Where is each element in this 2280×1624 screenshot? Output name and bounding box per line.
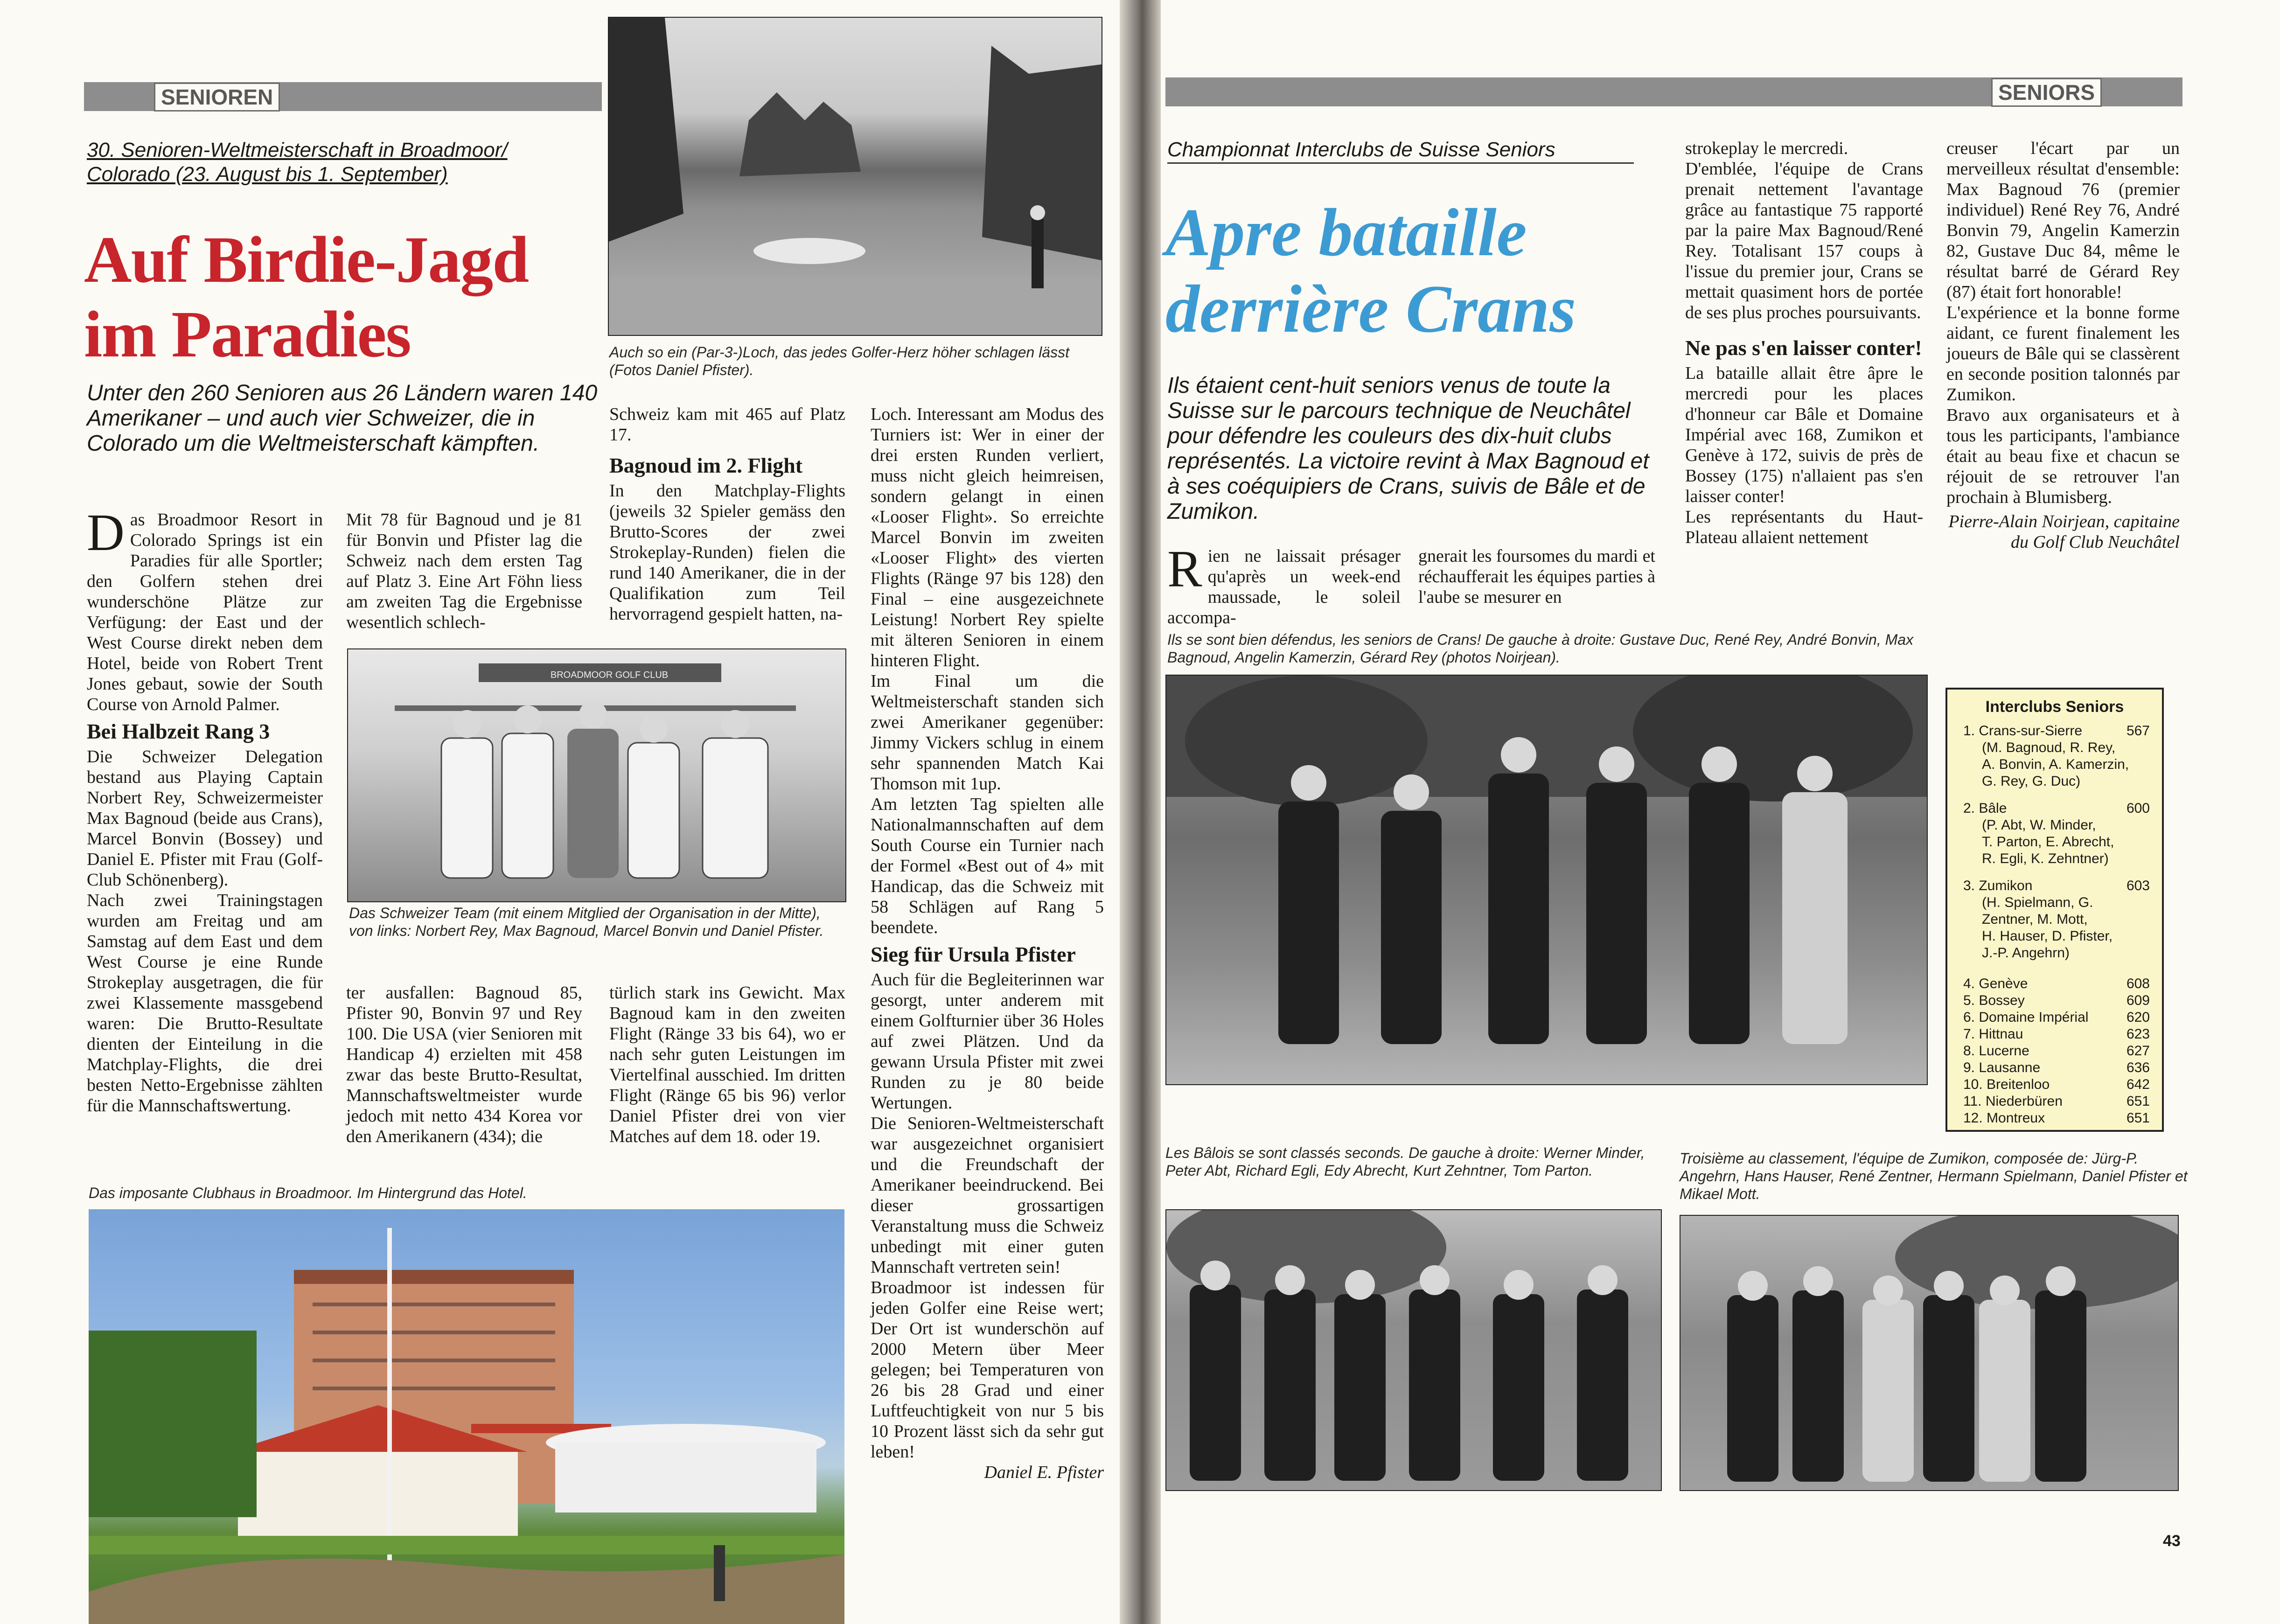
club-score: 600 bbox=[2126, 801, 2150, 816]
team-members: (H. Spielmann, G. bbox=[1982, 895, 2093, 910]
left-column-3-bottom: türlich stark ins Gewicht. Max Bagnoud kam in den zweiten Flight (Ränge 33 bis 64), wo er nach sehr guten Leistungen im Viertelfinal ausschied. Im dritten Flight (Ränge 65 bis 96) verlor Daniel Pfister drei von vier Matches auf dem 18. oder 19. bbox=[609, 983, 845, 1146]
club-rank: 8. Lucerne bbox=[1963, 1043, 2029, 1059]
team-members: Zentner, M. Mott, bbox=[1982, 912, 2088, 927]
club-score: 651 bbox=[2126, 1110, 2150, 1126]
club-score: 609 bbox=[2126, 993, 2150, 1008]
results-table bbox=[1945, 688, 2164, 1132]
club-score: 623 bbox=[2126, 1026, 2150, 1042]
table-row bbox=[1963, 1093, 2150, 1110]
main-photo-caption: Ils se sont bien défendus, les seniors de Crans! De gauche à droite: Gustave Duc, René Rey, André Bonvin, Max Bagnoud, Angelin Kamerzin, Gérard Rey (photos Noirjean). bbox=[1167, 631, 1914, 666]
team-members: R. Egli, K. Zehntner) bbox=[1982, 851, 2109, 866]
clubhouse-illustration bbox=[89, 1209, 844, 1624]
team-members: (M. Bagnoud, R. Rey, bbox=[1982, 740, 2116, 755]
club-rank: 6. Domaine Impérial bbox=[1963, 1010, 2089, 1025]
col4-paragraph-4: Auch für die Begleiterinnen war gesorgt, unter anderem mit einem Golfturnier über 36 Holes auf zwei Plätzen. Und da gewann Ursula Pfister mit zwei Runden zu je 80 beide Wertungen. bbox=[871, 970, 1104, 1113]
club-rank: 7. Hittnau bbox=[1963, 1026, 2023, 1042]
team-members: H. Hauser, D. Pfister, bbox=[1982, 928, 2113, 944]
club-rank: 12. Montreux bbox=[1963, 1110, 2045, 1126]
club-score: 620 bbox=[2126, 1010, 2150, 1025]
left-column-4 bbox=[871, 404, 1104, 1483]
zumikon-team-illustration bbox=[1680, 1216, 2178, 1490]
dropcap: R bbox=[1167, 540, 1202, 598]
clubhouse-sign: BROADMOOR GOLF CLUB bbox=[550, 670, 669, 680]
club-rank: 5. Bossey bbox=[1963, 993, 2025, 1008]
col4-paragraph-2: L'expérience et la bonne forme aidant, ce furent finalement les joueurs de Bâle qui se classèrent en seconde position talonnés par Zumikon. bbox=[1946, 303, 2180, 404]
col4-paragraph-1: creuser l'écart par un merveilleux résultat d'ensemble: Max Bagnoud 76 (premier individuel) René Rey 76, André Bonvin 79, Angelin Kamerzin 82, Gustave Duc 84, même le résultat barré de Gérard Rey (87) était fort honorable! bbox=[1946, 139, 2180, 302]
col1-paragraph-3: Nach zwei Trainingstagen wurden am Freitag und am Samstag auf dem East und dem West Course je eine Runde Strokeplay ausgetragen, die für zwei Klassemente massgebend waren: Die Brutto-Resultate dienten der Einteilung in die Matchplay-Flights, die drei besten Netto-Ergebnisse zählten für die Mannschaftswertung. bbox=[87, 891, 323, 1115]
col3-paragraph-1: strokeplay le mercredi. bbox=[1685, 139, 1848, 158]
col3-top: Schweiz kam mit 465 auf Platz 17. bbox=[609, 404, 845, 445]
club-score: 651 bbox=[2126, 1094, 2150, 1109]
col3-paragraph-3: La bataille allait être âpre le mercredi pour les places d'honneur car Bâle et Domaine Impérial avec 168, Zumikon et Genève à 172, suivis de près de Bossey (175) n'allaient pas s'en laisser conter! bbox=[1685, 363, 1923, 506]
col1-paragraph-2: Die Schweizer Delegation bestand aus Playing Captain Norbert Rey, Schweizermeister Max Bagnoud (beide aus Crans), Marcel Bonvin (Bossey) und Daniel E. Pfister mit Frau (Golf-Club Schönenberg). bbox=[87, 747, 323, 890]
golf-course-photo bbox=[608, 17, 1102, 336]
col1-paragraph-1: as Broadmoor Resort in Colorado Springs ist ein Paradies für alle Sportler; den Golfern stehen drei wunderschöne Plätze zur Verfügung: der East und der West Course direkt neben dem Hotel, beide von Robert Trent Jones gebaut, sowie der South Course von Arnold Palmer. bbox=[87, 510, 323, 714]
col4-paragraph-3: Am letzten Tag spielten alle Nationalmannschaften auf dem South Course ein Turnier nach der Formel «Best out of 4» mit Handicap, das die Schweiz mit 58 Schlägen auf Rang 5 beendete. bbox=[871, 795, 1104, 937]
table-row bbox=[1963, 1110, 2150, 1127]
basel-photo-caption: Les Bâlois se sont classés seconds. De gauche à droite: Werner Minder, Peter Abt, Richard Egli, Edy Abrecht, Kurt Zehntner, Tom Parton. bbox=[1165, 1144, 1645, 1179]
left-page bbox=[0, 0, 1120, 1624]
table-row bbox=[1963, 992, 2150, 1009]
table-row bbox=[1963, 976, 2150, 992]
clubhouse-caption: Das imposante Clubhaus in Broadmoor. Im Hintergrund das Hotel. bbox=[89, 1185, 527, 1201]
club-score: 636 bbox=[2126, 1060, 2150, 1075]
table-row bbox=[1963, 878, 2150, 894]
swiss-team-photo bbox=[347, 648, 846, 902]
table-row bbox=[1963, 723, 2150, 739]
kicker: Championnat Interclubs de Suisse Seniors bbox=[1167, 138, 1634, 164]
subhead-ne-pas: Ne pas s'en laisser conter! bbox=[1685, 336, 1922, 360]
headline: Auf Birdie-Jagd im Paradies bbox=[84, 223, 529, 371]
left-column-1 bbox=[87, 504, 323, 1116]
col4-paragraph-5: Die Senioren-Weltmeisterschaft war ausgezeichnet organisiert und die Freundschaft der Amerikaner beeindruckend. Bei dieser grossartigen Veranstaltung muss die Schweiz unbedingt mit einer guten Mannschaft vertreten sein! bbox=[871, 1114, 1104, 1277]
team-members: G. Rey, G. Duc) bbox=[1982, 774, 2081, 789]
col4-paragraph-1: Loch. Interessant am Modus des Turniers ist: Wer in einer der drei ersten Runden verliert, muss nicht gleich heimreisen, sondern gelangt in einen «Looser Flight». So erreichte Marcel Bonvin im zweiten «Looser Flight» des vierten Flights (Ränge 97 bis 128) den Final – eine ausgezeichnete Leistung! Norbert Rey spielte mit älteren Senioren in einem hinteren Flight. bbox=[871, 404, 1104, 670]
section-bar bbox=[1165, 77, 2182, 106]
table-row bbox=[1963, 1026, 2150, 1043]
subhead-bagnoud: Bagnoud im 2. Flight bbox=[609, 453, 803, 477]
headline: Apre bataille derrière Crans bbox=[1165, 195, 1576, 347]
lead: Unter den 260 Senioren aus 26 Ländern waren 140 Amerikaner – und auch vier Schweizer, die in Colorado um die Weltmeisterschaft kämpften. bbox=[87, 381, 598, 456]
kicker: 30. Senioren-Weltmeisterschaft in Broadmoor/ Colorado (23. August bis 1. September) bbox=[87, 139, 508, 186]
table-row bbox=[1963, 1009, 2150, 1026]
club-rank: 11. Niederbüren bbox=[1963, 1094, 2063, 1109]
left-column-2-top: Mit 78 für Bagnoud und je 81 für Bonvin und Pfister lag die Schweiz nach dem ersten Tag auf Platz 3. Eine Art Föhn liess am zweiten Tag die Ergebnisse wesentlich schlech- bbox=[346, 510, 582, 632]
lead: Ils étaient cent-huit seniors venus de toute la Suisse sur le parcours technique de Neuchâtel pour défendre les couleurs des dix-huit clubs représentés. La victoire revint à Max Bagnoud et à ses coéquipiers de Crans, suivis de Bâle et de Zumikon. bbox=[1167, 373, 1649, 524]
col4-paragraph-6: Broadmoor ist indessen für jeden Golfer eine Reise wert; Der Ort ist wunderschön auf 2000 Metern über Meer gelegen; bei Temperaturen von 26 bis 28 Grad und einer Luftfeuchtigkeit von nur 5 bis 10 Prozent lässt sich da sehr gut leben! bbox=[871, 1278, 1104, 1462]
crans-team-illustration bbox=[1166, 676, 1927, 1084]
team-members: T. Parton, E. Abrecht, bbox=[1982, 834, 2114, 850]
signature: Pierre-Alain Noirjean, capitaine du Golf Club Neuchâtel bbox=[1948, 512, 2180, 552]
club-rank: 4. Genève bbox=[1963, 976, 2028, 991]
club-rank: 2. Bâle bbox=[1963, 801, 2007, 816]
subhead-halbzeit: Bei Halbzeit Rang 3 bbox=[87, 719, 270, 743]
right-column-2: gnerait les foursomes du mardi et réchaufferait les équipes parties à l'aube se mesurer en bbox=[1418, 546, 1655, 607]
book-gutter bbox=[1120, 0, 1161, 1624]
club-score: 567 bbox=[2126, 723, 2150, 739]
golf-course-illustration bbox=[609, 18, 1102, 335]
page-number: 43 bbox=[2163, 1532, 2181, 1550]
club-rank: 1. Crans-sur-Sierre bbox=[1963, 723, 2083, 739]
signature: Daniel E. Pfister bbox=[984, 1463, 1104, 1482]
table-row bbox=[1963, 1043, 2150, 1059]
basel-team-illustration bbox=[1166, 1210, 1661, 1490]
section-label: SENIORS bbox=[1991, 78, 2102, 107]
section-label: SENIOREN bbox=[154, 83, 280, 112]
crans-team-photo bbox=[1165, 675, 1928, 1085]
team-members: J.-P. Angehrn) bbox=[1982, 945, 2070, 961]
col3-paragraph: In den Matchplay-Flights (jeweils 32 Spieler gemäss den Brutto-Scores der zwei Strokeplay-Runden) fielen die rund 140 Amerikaner, die in der Qualifikation zum Teil hervorragend gespielt hatten, na- bbox=[609, 481, 845, 624]
table-row bbox=[1963, 1076, 2150, 1093]
section-bar bbox=[84, 82, 602, 111]
table-title: Interclubs Seniors bbox=[1985, 698, 2124, 716]
table-row bbox=[1963, 800, 2150, 817]
table-rows bbox=[1947, 716, 2162, 1127]
team-photo-caption: Das Schweizer Team (mit einem Mitglied der Organisation in der Mitte), von links: Norbert Rey, Max Bagnoud, Marcel Bonvin und Daniel Pfister. bbox=[349, 905, 824, 939]
right-page bbox=[1161, 0, 2280, 1624]
table-row bbox=[1963, 1059, 2150, 1076]
top-photo-caption: Auch so ein (Par-3-)Loch, das jedes Golfer-Herz höher schlagen lässt (Fotos Daniel Pfister). bbox=[609, 344, 1069, 378]
col3-paragraph-4: Les représentants du Haut-Plateau allaient nettement bbox=[1685, 507, 1923, 547]
right-column-1 bbox=[1167, 540, 1401, 628]
left-column-3 bbox=[609, 404, 845, 624]
dropcap: D bbox=[87, 504, 125, 562]
clubhouse-photo bbox=[89, 1209, 844, 1624]
team-members: A. Bonvin, A. Kamerzin, bbox=[1982, 757, 2129, 772]
col1-text: ien ne laissait présager qu'après un week-end maussade, le soleil accompa- bbox=[1167, 546, 1401, 627]
zumikon-team-photo bbox=[1680, 1215, 2179, 1491]
col4-paragraph-3: Bravo aux organisateurs et à tous les participants, l'ambiance était au beau fixe et chacun se réjouit de se retrouver l'an prochain à Blumisberg. bbox=[1946, 405, 2180, 507]
zumikon-photo-caption: Troisième au classement, l'équipe de Zumikon, composée de: Jürg-P. Angehrn, Hans Hauser, René Zentner, Hermann Spielmann, Daniel Pfister et Mikael Mott. bbox=[1680, 1150, 2188, 1202]
team-illustration bbox=[348, 649, 845, 901]
left-column-2-bottom: ter ausfallen: Bagnoud 85, Pfister 90, Bonvin 97 und Rey 100. Die USA (vier Senioren mit Handicap 4) erzielten mit 458 zwar das beste Brutto-Resultat, Mannschaftsweltmeister wurde jedoch mit netto 434 Korea vor den Amerikanern (434); die bbox=[346, 983, 582, 1146]
col3-paragraph-2: D'emblée, l'équipe de Crans prenait nettement l'avantage grâce au fantastique 75 rapporté par la paire Max Bagnoud/René Rey. Totalisant 157 coups à l'issue du premier jour, Crans se mettait quasiment hors de portée de ses plus proches poursuivants. bbox=[1685, 159, 1923, 322]
subhead-ursula: Sieg für Ursula Pfister bbox=[871, 942, 1076, 966]
club-score: 608 bbox=[2126, 976, 2150, 991]
club-score: 603 bbox=[2126, 878, 2150, 893]
club-score: 627 bbox=[2126, 1043, 2150, 1059]
team-members: (P. Abt, W. Minder, bbox=[1982, 817, 2096, 833]
right-column-4 bbox=[1946, 138, 2180, 552]
basel-team-photo bbox=[1165, 1209, 1662, 1491]
right-column-3 bbox=[1685, 138, 1923, 548]
club-score: 642 bbox=[2126, 1077, 2150, 1092]
club-rank: 3. Zumikon bbox=[1963, 878, 2033, 893]
club-rank: 10. Breitenloo bbox=[1963, 1077, 2050, 1092]
col4-paragraph-2: Im Final um die Weltmeisterschaft standen sich zwei Amerikaner gegenüber: Jimmy Vickers schlug in einem sehr spannenden Match Kai Thomson mit 1up. bbox=[871, 671, 1104, 794]
club-rank: 9. Lausanne bbox=[1963, 1060, 2041, 1075]
